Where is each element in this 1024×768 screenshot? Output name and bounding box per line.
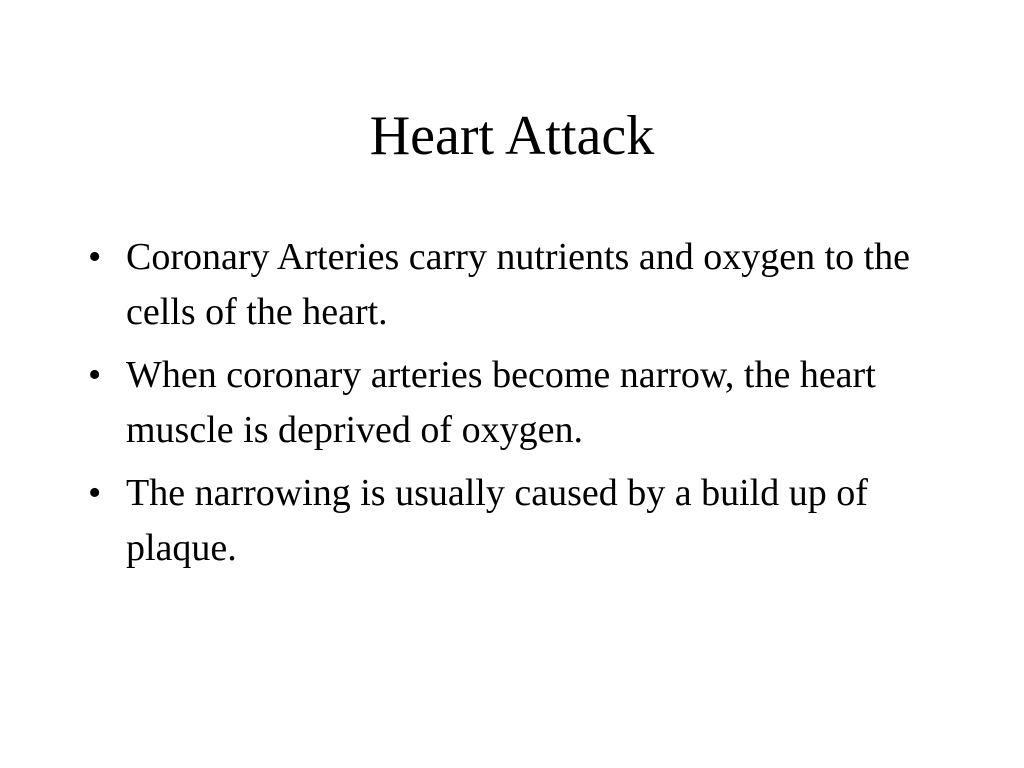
bullet-item <box>88 348 948 458</box>
bullet-mark: • <box>88 354 102 396</box>
slide-title: Heart Attack <box>369 105 655 167</box>
bullet-list <box>88 230 948 584</box>
bullet-item <box>88 230 948 340</box>
bullet-text: Coronary Arteries carry nutrients and oxygen to the cells of the heart. <box>126 236 911 333</box>
bullet-text: When coronary arteries become narrow, the heart muscle is deprived of oxygen. <box>126 354 876 451</box>
bullet-mark: • <box>88 236 102 278</box>
bullet-item <box>88 466 948 576</box>
bullet-mark: • <box>88 472 102 514</box>
bullet-text: The narrowing is usually caused by a build up of plaque. <box>126 472 868 569</box>
